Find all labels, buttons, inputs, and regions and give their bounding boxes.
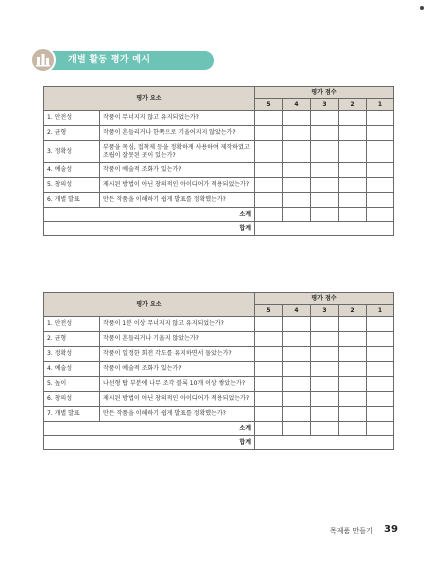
score-cell[interactable] — [255, 126, 283, 141]
criterion-cell: 나선형 탑 부분에 나무 조각 블록 10개 이상 쌓았는가? — [100, 377, 255, 392]
score-cell[interactable] — [367, 141, 394, 163]
criterion-cell: 작품이 무너지지 않고 유지되었는가? — [100, 111, 255, 126]
score-cell[interactable] — [283, 347, 311, 362]
table-row — [44, 332, 394, 347]
score-5-header: 5 — [255, 99, 283, 111]
score-cell[interactable] — [283, 392, 311, 407]
score-cell[interactable] — [311, 377, 339, 392]
evaluation-table-1 — [43, 86, 394, 236]
score-cell[interactable] — [339, 208, 367, 222]
category-cell: 3. 정확성 — [44, 347, 100, 362]
table-row — [44, 178, 394, 193]
table-row — [44, 163, 394, 178]
table-row — [44, 193, 394, 208]
score-cell[interactable] — [311, 126, 339, 141]
score-cell[interactable] — [367, 208, 394, 222]
score-cell[interactable] — [339, 178, 367, 193]
criterion-cell: 만든 작품을 이해하기 쉽게 발표를 정확했는가? — [100, 193, 255, 208]
score-cell[interactable] — [283, 111, 311, 126]
score-cell[interactable] — [367, 193, 394, 208]
score-cell[interactable] — [255, 377, 283, 392]
category-cell: 4. 예술성 — [44, 163, 100, 178]
score-cell[interactable] — [367, 163, 394, 178]
score-cell[interactable] — [311, 422, 339, 436]
category-cell: 1. 안전성 — [44, 111, 100, 126]
score-cell[interactable] — [367, 347, 394, 362]
total-row — [44, 222, 394, 236]
score-cell[interactable] — [255, 332, 283, 347]
score-cell[interactable] — [311, 317, 339, 332]
subtotal-row — [44, 208, 394, 222]
score-cell[interactable] — [311, 407, 339, 422]
score-cell[interactable] — [283, 362, 311, 377]
section-title: 개별 활동 평가 예시 — [68, 55, 151, 65]
criterion-cell: 제시된 방법이 아닌 창의적인 아이디어가 적용되었는가? — [100, 392, 255, 407]
table-row — [44, 111, 394, 126]
score-2-header: 2 — [339, 99, 367, 111]
score-cell[interactable] — [283, 141, 311, 163]
score-cell[interactable] — [339, 111, 367, 126]
table-row — [44, 347, 394, 362]
total-cell[interactable] — [255, 436, 394, 450]
score-cell[interactable] — [339, 193, 367, 208]
total-row — [44, 436, 394, 450]
score-cell[interactable] — [311, 362, 339, 377]
score-cell[interactable] — [255, 208, 283, 222]
table-row — [44, 392, 394, 407]
total-cell[interactable] — [255, 222, 394, 236]
score-cell[interactable] — [311, 332, 339, 347]
category-cell: 6. 창의성 — [44, 392, 100, 407]
score-cell[interactable] — [255, 347, 283, 362]
score-cell[interactable] — [367, 126, 394, 141]
criterion-cell: 작품이 흔들리거나 기울지 않았는가? — [100, 332, 255, 347]
criterion-cell: 작품이 예술적 조화가 있는가? — [100, 362, 255, 377]
score-cell[interactable] — [339, 347, 367, 362]
score-1-header: 1 — [367, 99, 394, 111]
total-label: 합계 — [44, 436, 255, 450]
score-cell[interactable] — [283, 208, 311, 222]
criterion-cell: 작품이 1분 이상 무너지지 않고 유지되었는가? — [100, 317, 255, 332]
score-cell[interactable] — [255, 178, 283, 193]
score-cell[interactable] — [339, 163, 367, 178]
score-cell[interactable] — [255, 422, 283, 436]
criterion-cell: 만든 작품을 이해하기 쉽게 발표를 정확했는가? — [100, 407, 255, 422]
score-cell[interactable] — [283, 422, 311, 436]
score-4-header: 4 — [283, 99, 311, 111]
score-cell[interactable] — [283, 126, 311, 141]
category-cell: 5. 높이 — [44, 377, 100, 392]
score-cell[interactable] — [367, 392, 394, 407]
score-cell[interactable] — [311, 193, 339, 208]
criterion-cell: 작품이 예술적 조화가 있는가? — [100, 163, 255, 178]
score-cell[interactable] — [339, 317, 367, 332]
score-cell[interactable] — [283, 332, 311, 347]
score-cell[interactable] — [339, 332, 367, 347]
table-row — [44, 407, 394, 422]
score-cell[interactable] — [339, 422, 367, 436]
category-cell: 7. 개별 발표 — [44, 407, 100, 422]
evaluation-table-2 — [43, 292, 394, 450]
score-cell[interactable] — [283, 193, 311, 208]
score-cell[interactable] — [311, 208, 339, 222]
category-cell: 5. 창의성 — [44, 178, 100, 193]
score-cell[interactable] — [283, 377, 311, 392]
table-row — [44, 317, 394, 332]
category-cell: 4. 예술성 — [44, 362, 100, 377]
subtotal-row — [44, 422, 394, 436]
score-cell[interactable] — [367, 332, 394, 347]
score-cell[interactable] — [367, 407, 394, 422]
table-row — [44, 377, 394, 392]
category-cell: 2. 균형 — [44, 332, 100, 347]
score-cell[interactable] — [283, 163, 311, 178]
category-cell: 2. 균형 — [44, 126, 100, 141]
score-3-header: 3 — [311, 99, 339, 111]
category-cell: 1. 안전성 — [44, 317, 100, 332]
category-cell: 6. 개별 발표 — [44, 193, 100, 208]
building-icon — [30, 47, 56, 73]
subtotal-label: 소계 — [44, 422, 255, 436]
score-cell[interactable] — [311, 178, 339, 193]
criteria-header: 평가 요소 — [44, 87, 255, 111]
score-cell[interactable] — [311, 141, 339, 163]
category-cell: 3. 정확성 — [44, 141, 100, 163]
score-cell[interactable] — [255, 163, 283, 178]
criterion-cell: 제시된 방법이 아닌 창의적인 아이디어가 적용되었는가? — [100, 178, 255, 193]
score-cell[interactable] — [367, 422, 394, 436]
subtotal-label: 소계 — [44, 208, 255, 222]
score-cell[interactable] — [255, 362, 283, 377]
score-cell[interactable] — [283, 407, 311, 422]
score-cell[interactable] — [255, 141, 283, 163]
score-cell[interactable] — [311, 163, 339, 178]
score-cell[interactable] — [367, 377, 394, 392]
score-cell[interactable] — [255, 193, 283, 208]
score-cell[interactable] — [255, 111, 283, 126]
page-footer — [330, 524, 398, 536]
score-cell[interactable] — [367, 317, 394, 332]
table-row — [44, 362, 394, 377]
score-cell[interactable] — [339, 392, 367, 407]
score-4-header: 4 — [283, 305, 311, 317]
criterion-cell: 작품이 흔들리거나 한쪽으로 기울어지지 않았는가? — [100, 126, 255, 141]
score-2-header: 2 — [339, 305, 367, 317]
page-number: 39 — [384, 524, 398, 535]
corner-mark — [420, 6, 424, 10]
score-cell[interactable] — [311, 111, 339, 126]
score-cell[interactable] — [339, 407, 367, 422]
table-row — [44, 141, 394, 163]
criterion-cell: 부품을 목심, 접착제 등을 정확하게 사용하여 제작하였고 조립이 잘못된 곳이 있는가? — [100, 141, 255, 163]
score-1-header: 1 — [367, 305, 394, 317]
score-cell[interactable] — [339, 126, 367, 141]
book-title: 목제품 만들기 — [330, 527, 373, 535]
total-label: 합계 — [44, 222, 255, 236]
score-cell[interactable] — [283, 317, 311, 332]
score-5-header: 5 — [255, 305, 283, 317]
score-cell[interactable] — [255, 407, 283, 422]
criterion-cell: 작품이 일정한 회전 각도를 유지하면서 돌았는가? — [100, 347, 255, 362]
score-header: 평가 점수 — [255, 293, 394, 305]
score-cell[interactable] — [339, 362, 367, 377]
score-cell[interactable] — [339, 141, 367, 163]
score-cell[interactable] — [283, 178, 311, 193]
criteria-header: 평가 요소 — [44, 293, 255, 317]
score-cell[interactable] — [311, 347, 339, 362]
score-cell[interactable] — [255, 392, 283, 407]
table-row — [44, 126, 394, 141]
score-cell[interactable] — [255, 317, 283, 332]
score-3-header: 3 — [311, 305, 339, 317]
score-cell[interactable] — [311, 392, 339, 407]
score-cell[interactable] — [367, 362, 394, 377]
score-header: 평가 점수 — [255, 87, 394, 99]
section-header — [30, 47, 214, 73]
score-cell[interactable] — [367, 178, 394, 193]
score-cell[interactable] — [339, 377, 367, 392]
score-cell[interactable] — [367, 111, 394, 126]
